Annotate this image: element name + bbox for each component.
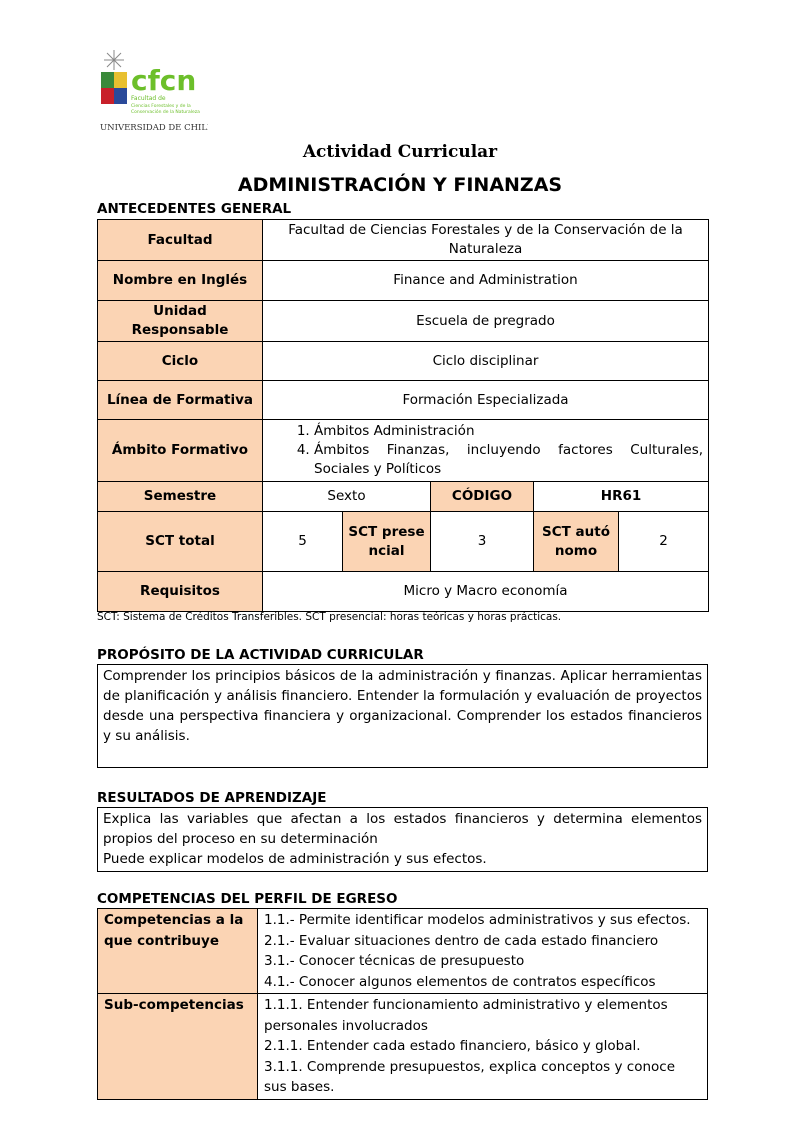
value-sct-total: 5 — [263, 512, 343, 572]
value-requisitos: Micro y Macro economía — [263, 572, 709, 612]
ambito-item: 1. Ámbitos Administración — [314, 422, 703, 441]
section-heading-proposito: PROPÓSITO DE LA ACTIVIDAD CURRICULAR — [97, 647, 424, 663]
competencia-item: 1.1.- Permite identificar modelos administrativos y sus efectos. — [264, 912, 691, 928]
label-subcompetencias: Sub-competencias — [98, 994, 258, 1100]
section-heading-competencias: COMPETENCIAS DEL PERFIL DE EGRESO — [97, 891, 398, 907]
svg-text:Conservación de la Naturaleza: Conservación de la Naturaleza — [131, 110, 200, 115]
value-semestre: Sexto — [263, 482, 431, 512]
subcompetencia-item: 3.1.1. Comprende presupuestos, explica conceptos y conoce sus bases. — [264, 1058, 676, 1095]
competencia-item: 2.1.- Evaluar situaciones dentro de cada estado financiero — [264, 932, 659, 949]
value-sct-presencial: 3 — [431, 512, 534, 572]
value-linea: Formación Especializada — [263, 381, 709, 420]
competencia-item: 4.1.- Conocer algunos elementos de contratos específicos — [264, 973, 656, 990]
label-ambito: Ámbito Formativo — [98, 420, 263, 482]
svg-text:Ciencias Forestales y de la: Ciencias Forestales y de la — [131, 104, 191, 109]
resultado-line: Explica las variables que afectan a los estados financieros y determina elementos propios del proceso en su determinación — [103, 811, 702, 847]
resultados-box — [97, 807, 708, 872]
subcompetencia-item: 1.1.1. Entender funcionamiento administrativo y elementos personales involucrados — [264, 997, 668, 1034]
label-nombre-ingles: Nombre en Inglés — [98, 261, 263, 301]
value-ciclo: Ciclo disciplinar — [263, 342, 709, 381]
svg-text:cfcn: cfcn — [131, 64, 197, 97]
label-competencias: Competencias a la que contribuye — [98, 909, 258, 994]
svg-text:UNIVERSIDAD DE CHILE: UNIVERSIDAD DE CHILE — [100, 123, 208, 133]
ambito-item: 4. Ámbitos Finanzas, incluyendo factores Culturales, Sociales y Políticos — [314, 441, 703, 479]
label-unidad: Unidad Responsable — [98, 301, 263, 342]
ambito-list — [268, 422, 703, 479]
label-ciclo: Ciclo — [98, 342, 263, 381]
label-sct-total: SCT total — [98, 512, 263, 572]
value-codigo: HR61 — [534, 482, 709, 512]
label-semestre: Semestre — [98, 482, 263, 512]
resultado-line: Puede explicar modelos de administración y sus efectos. — [103, 851, 487, 867]
document-title: ADMINISTRACIÓN Y FINANZAS — [237, 174, 563, 196]
university-logo — [98, 48, 208, 138]
label-codigo: CÓDIGO — [431, 482, 534, 512]
section-heading-antecedentes: ANTECEDENTES GENERAL — [97, 201, 292, 217]
section-heading-resultados: RESULTADOS DE APRENDIZAJE — [97, 790, 327, 806]
label-facultad: Facultad — [98, 220, 263, 261]
label-sct-autonomo: SCT autónomo — [534, 512, 619, 572]
svg-text:Facultad de: Facultad de — [131, 95, 166, 102]
subcompetencia-item: 2.1.1. Entender cada estado financiero, básico y global. — [264, 1038, 641, 1054]
value-sct-autonomo: 2 — [619, 512, 709, 572]
label-linea: Línea de Formativa — [98, 381, 263, 420]
sct-footnote: SCT: Sistema de Créditos Transferibles. SCT presencial: horas teóricas y horas prácticas. — [97, 611, 562, 623]
document-kicker: Actividad Curricular — [302, 142, 498, 162]
competencias-table — [97, 908, 708, 1100]
value-unidad: Escuela de pregrado — [263, 301, 709, 342]
label-requisitos: Requisitos — [98, 572, 263, 612]
competencia-item: 3.1.- Conocer técnicas de presupuesto — [264, 953, 525, 969]
antecedentes-table — [97, 219, 709, 612]
proposito-text: Comprender los principios básicos de la administración y finanzas. Aplicar herramientas de planificación y análisis financiero. Entender la formulación y evaluación de proyectos desde una perspectiva financiera y organizacional. Comprender los estados financieros y su análisis. — [97, 664, 708, 768]
value-nombre-ingles: Finance and Administration — [263, 261, 709, 301]
label-sct-presencial: SCT presencial — [343, 512, 431, 572]
value-facultad: Facultad de Ciencias Forestales y de la Conservación de la Naturaleza — [263, 220, 709, 261]
